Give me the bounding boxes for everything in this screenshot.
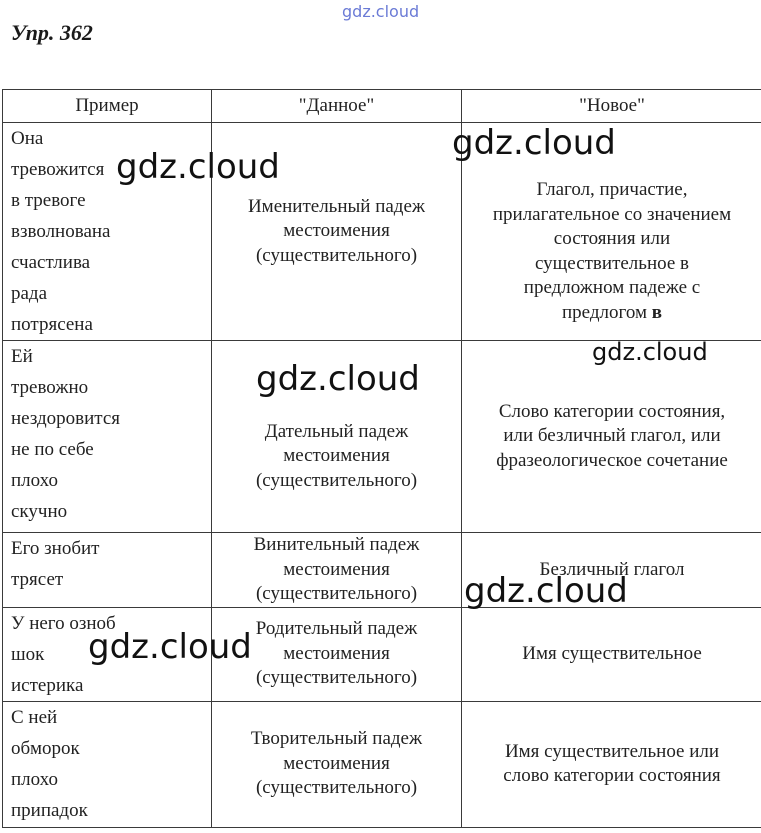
new-bold-word: в: [651, 301, 662, 323]
given-line: Дательный падеж: [264, 420, 409, 442]
example-word: С ней: [11, 706, 58, 728]
example-word: Ей: [11, 346, 33, 367]
example-word: припадок: [11, 799, 88, 821]
new-line: существительное в: [534, 252, 690, 274]
example-word: трясет: [11, 569, 64, 590]
table-header-row: [3, 90, 761, 123]
given-line: Творительный падеж: [250, 728, 423, 750]
table-row: [3, 701, 761, 827]
example-word: Она: [11, 128, 44, 149]
example-word: нездоровится: [11, 408, 121, 429]
example-word: тревожно: [11, 377, 89, 398]
examples-cell: [3, 341, 212, 533]
new-line: слово категории состояния: [503, 765, 721, 786]
new-line: или безличный глагол, или: [503, 425, 721, 447]
table-row: [3, 533, 761, 608]
new-line: Слово категории состояния,: [498, 400, 726, 422]
watermark: gdz.cloud: [464, 571, 628, 611]
example-word: обморок: [11, 737, 80, 759]
example-word: плохо: [11, 768, 58, 790]
given-line: местоимения: [283, 642, 390, 664]
example-word: истерика: [11, 674, 84, 696]
example-word: не по себе: [11, 439, 94, 460]
example-word: скучно: [11, 501, 68, 522]
example-word: в тревоге: [11, 190, 86, 211]
new-line: предложном падеже с: [523, 277, 701, 298]
watermark-top: gdz.cloud: [342, 2, 420, 21]
examples-cell: [3, 533, 212, 608]
watermark: gdz.cloud: [88, 627, 252, 667]
new-line: прилагательное со значением: [492, 203, 732, 225]
grammar-table: [2, 89, 761, 828]
watermark: gdz.cloud: [256, 359, 420, 399]
new-line: Имя существительное или: [504, 740, 720, 762]
given-cell: [212, 701, 462, 827]
given-line: местоимения: [283, 220, 390, 242]
new-cell: [462, 341, 761, 533]
header-given: "Данное": [212, 90, 462, 123]
new-line: Глагол, причастие,: [536, 179, 688, 200]
watermark: gdz.cloud: [452, 123, 616, 163]
given-line: (существительного): [255, 777, 418, 799]
example-word: плохо: [11, 470, 58, 491]
given-line: Родительный падеж: [255, 618, 418, 640]
header-example: Пример: [3, 90, 212, 123]
given-line: местоимения: [283, 558, 390, 580]
example-word: потрясена: [11, 314, 93, 335]
example-word: счастлива: [11, 252, 91, 273]
example-word: У него озноб: [11, 612, 116, 634]
given-line: Винительный падеж: [253, 534, 420, 555]
new-line: фразеологическое сочетание: [496, 449, 728, 471]
example-word: тревожится: [11, 159, 105, 180]
new-line: предлогом: [562, 301, 652, 323]
given-line: (существительного): [255, 469, 418, 491]
examples-cell: [3, 701, 212, 827]
example-word: Его знобит: [11, 538, 100, 559]
given-line: (существительного): [255, 667, 418, 689]
given-line: местоимения: [283, 752, 390, 774]
new-line: Безличный глагол: [539, 558, 685, 580]
header-new: "Новое": [462, 90, 761, 123]
new-line: Имя существительное: [522, 642, 702, 664]
example-word: рада: [11, 283, 48, 304]
new-cell: [462, 701, 761, 827]
given-cell: [212, 533, 462, 608]
watermark: gdz.cloud: [116, 147, 280, 187]
given-line: местоимения: [283, 445, 390, 467]
watermark: gdz.cloud: [592, 338, 708, 366]
given-line: (существительного): [255, 583, 418, 604]
given-line: Именительный падеж: [247, 195, 426, 217]
example-word: взволнована: [11, 221, 111, 242]
new-line: состояния или: [553, 228, 671, 249]
given-line: (существительного): [255, 244, 418, 266]
exercise-title: Упр. 362: [11, 20, 93, 45]
new-cell: [462, 607, 761, 701]
example-word: шок: [11, 643, 45, 665]
